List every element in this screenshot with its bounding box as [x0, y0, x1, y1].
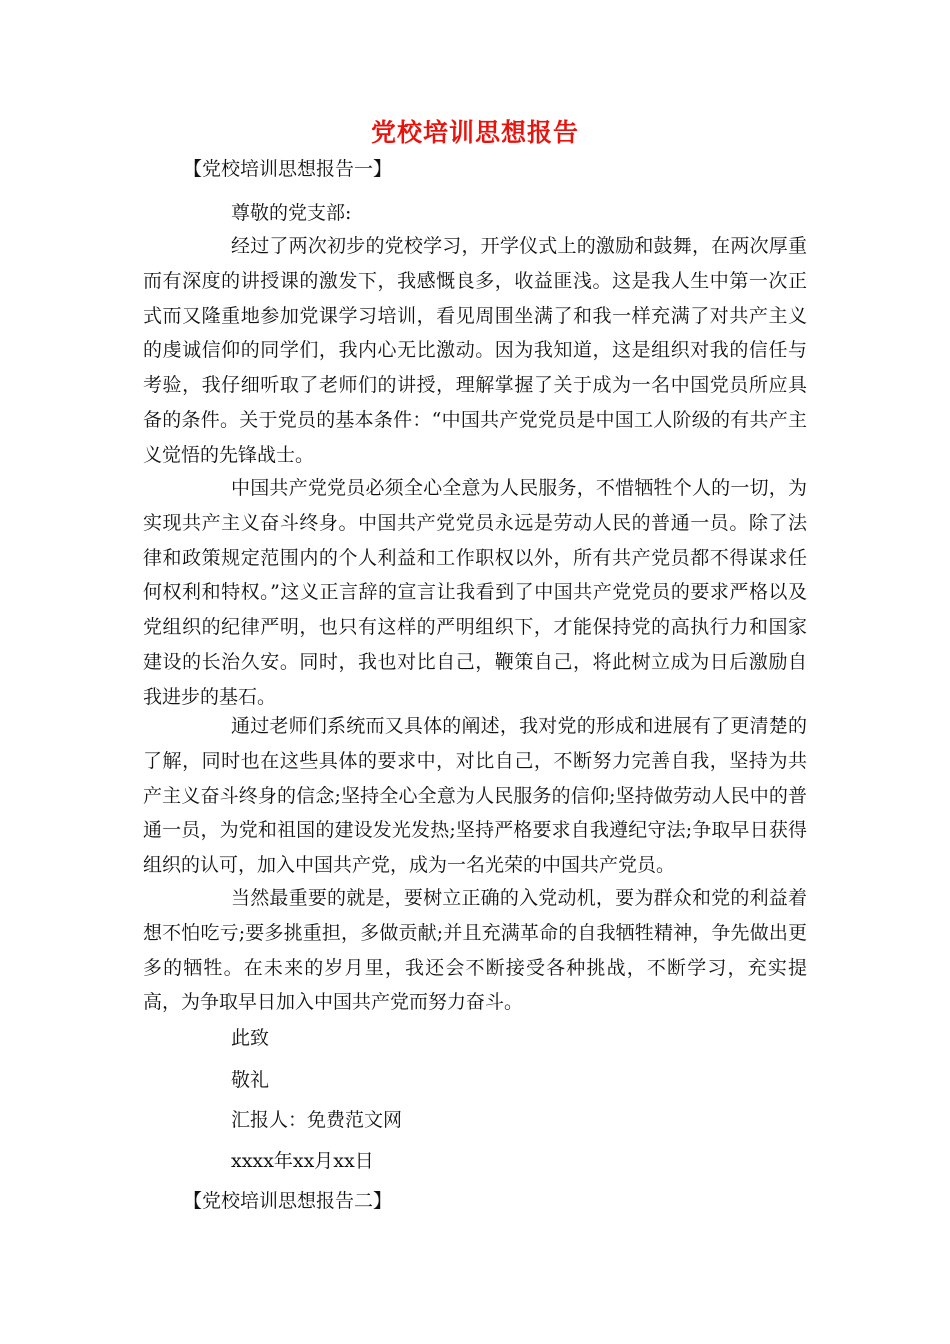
closing-cizhi: 此致 — [231, 1027, 270, 1049]
paragraph-1: 经过了两次初步的党校学习，开学仪式上的激励和鼓舞，在两次厚重而有深度的讲授课的激发下，我感慨良多，收益匪浅。这是我人生中第一次正式而又隆重地参加党课学习培训，看见周围坐满了和我一样充满了对共产主义的虔诚信仰的同学们，我内心无比激动。因为我知道，这是组织对我的信任与考验，我仔细听取了老师们的讲授，理解掌握了关于成为一名中国党员所应具备的条件。关于党员的基本条件：“中国共产党党员是中国工人阶级的有共产主义觉悟的先锋战士。 — [143, 235, 807, 466]
paragraph-2: 中国共产党党员必须全心全意为人民服务，不惜牺牲个人的一切，为实现共产主义奋斗终身。中国共产党党员永远是劳动人民的普通一员。除了法律和政策规定范围内的个人利益和工作职权以外，所有共产党员都不得谋求任何权利和特权。”这义正言辞的宣言让我看到了中国共产党党员的要求严格以及党组织的纪律严明，也只有这样的严明组织下，才能保持党的高执行力和国家建设的长治久安。同时，我也对比自己，鞭策自己，将此树立成为日后激励自我进步的基石。 — [143, 477, 807, 708]
paragraph-3: 通过老师们系统而又具体的阐述，我对党的形成和进展有了更清楚的了解，同时也在这些具体的要求中，对比自己，不断努力完善自我，坚持为共产主义奋斗终身的信念;坚持全心全意为人民服务的信仰;坚持做劳动人民中的普通一员，为党和祖国的建设发光发热;坚持严格要求自我遵纪守法;争取早日获得组织的认可，加入中国共产党，成为一名光荣的中国共产党员。 — [143, 715, 807, 877]
section-heading-2: 【党校培训思想报告二】 — [183, 1190, 393, 1212]
closing-jingli: 敬礼 — [231, 1069, 270, 1091]
document-title: 党校培训思想报告 — [370, 118, 579, 147]
salutation: 尊敬的党支部: — [231, 202, 352, 224]
paragraph-4: 当然最重要的就是，要树立正确的入党动机，要为群众和党的利益着想不怕吃亏;要多挑重担，多做贡献;并且充满革命的自我牺牲精神，争先做出更多的牺牲。在未来的岁月里，我还会不断接受各种挑战，不断学习，充实提高，为争取早日加入中国共产党而努力奋斗。 — [143, 887, 807, 1014]
section-heading-1: 【党校培训思想报告一】 — [183, 158, 393, 180]
reporter-line: 汇报人：免费范文网 — [231, 1109, 403, 1131]
date-line: xxxx年xx月xx日 — [231, 1150, 374, 1172]
